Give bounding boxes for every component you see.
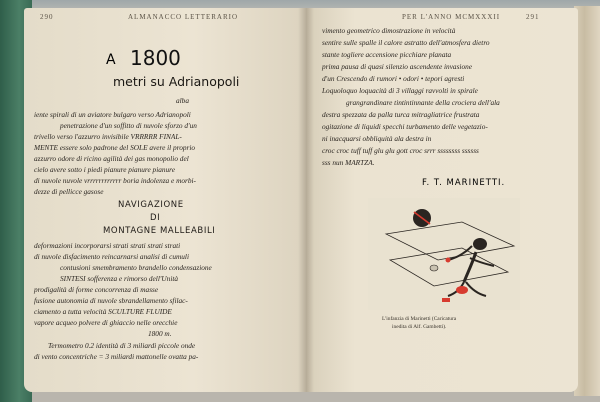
text-line: MENTE essere solo padrone del SOLE avere il proprio (34, 143, 196, 152)
text-line: deformazioni incorporarsi strati strati strati strati (34, 241, 181, 250)
text-line: grangrandinare tintintinnante della crociera dell'ala (346, 98, 500, 107)
right-running-head: PER L'ANNO MCMXXXII (402, 13, 501, 21)
text-line: alba (176, 96, 189, 105)
title-line2: metri su Adrianopoli (113, 74, 240, 89)
text-line: destra spezzata da palla turca mitragliatrice frustrata (322, 110, 480, 119)
caricature-illustration (368, 198, 520, 310)
author-signature: F. T. MARINETTI. (422, 178, 506, 188)
text-line: ogitazione di liquidi specchi turbamento delle vegetazio- (322, 122, 488, 131)
title-a: A (106, 52, 116, 68)
text-line: di vento concentriche = 3 miliardi mattonelle ovatta pa- (34, 352, 199, 361)
book-gutter (298, 8, 314, 392)
text-line: iente spirali di un aviatore bulgaro verso Adrianopoli (34, 110, 191, 119)
text-line: sss nun MARTZA. (322, 158, 375, 167)
left-running-head: ALMANACCO LETTERARIO (128, 13, 239, 21)
text-line: di nuvole nuvole vrrrrrrrrrrrr boria indolenza e morbi- (34, 176, 196, 185)
text-line: stante togliere accensione picchiare planata (322, 50, 452, 59)
text-line: dezze di pellicce gasose (34, 187, 104, 196)
nav-heading-1: NAVIGAZIONE (118, 200, 184, 210)
text-line: sentire sulle spalle il calore astratto dell'atmosfera dietro (322, 38, 490, 47)
right-page-number: 291 (526, 13, 540, 21)
text-line: vimento geometrico dimostrazione in velocità (322, 26, 456, 35)
text-line: Loquoloquo loquacità di 3 villaggi ravvolti in spirale (322, 86, 478, 95)
text-line: fusione autonomia di nuvole sbrandellamento sfilac- (34, 296, 188, 305)
illustration-caption: inedita di Alf. Gambetti). (392, 324, 447, 330)
text-line: vapore acqueo polvere di ghiaccio nelle orecchie (34, 318, 178, 327)
text-line: prima pausa di quasi silenzio ascendente invasione (322, 62, 472, 71)
text-line: croc croc tuff tuff glu glu gott croc srrr ssssssss ssssss (322, 146, 479, 155)
text-line: di nuvole disfacimento reincarnarsi analisi di cumuli (34, 252, 189, 261)
text-line: 1800 m. (148, 329, 172, 338)
title-year: 1800 (130, 46, 181, 70)
left-page-number: 290 (40, 13, 54, 21)
nav-heading-3: MONTAGNE MALLEABILI (103, 226, 216, 236)
illustration-caption: L'infanzia di Marinetti (Caricatura (382, 316, 457, 322)
text-line: Termometro 0.2 identità di 3 miliardi piccole onde (48, 341, 196, 350)
text-line: d'un Crescendo di rumori • odori • tepori agresti (322, 74, 465, 83)
nav-heading-2: DI (150, 213, 161, 223)
text-line: contusioni smembramento brandello condensazione (60, 263, 212, 272)
text-line: prodigalità di forme concorrenza di masse (34, 285, 159, 294)
text-line: SINTESI sofferenza e rimorso dell'Unità (60, 274, 179, 283)
text-line: azzurro odore di ricino agilità dei gas monopolio del (34, 154, 189, 163)
text-line: cielo avere sotto i piedi pianure pianure pianure (34, 165, 175, 174)
text-line: ni inacquarsi obbliquità ala destra in (322, 134, 432, 143)
text-line: trivello verso l'azzurro invisibile VRRRRR FINAL- (34, 132, 182, 141)
text-line: ciamento a tutta velocità SCULTURE FLUIDE (34, 307, 172, 316)
text-line: penetrazione d'un soffitto di nuvole sforzo d'un (60, 121, 197, 130)
